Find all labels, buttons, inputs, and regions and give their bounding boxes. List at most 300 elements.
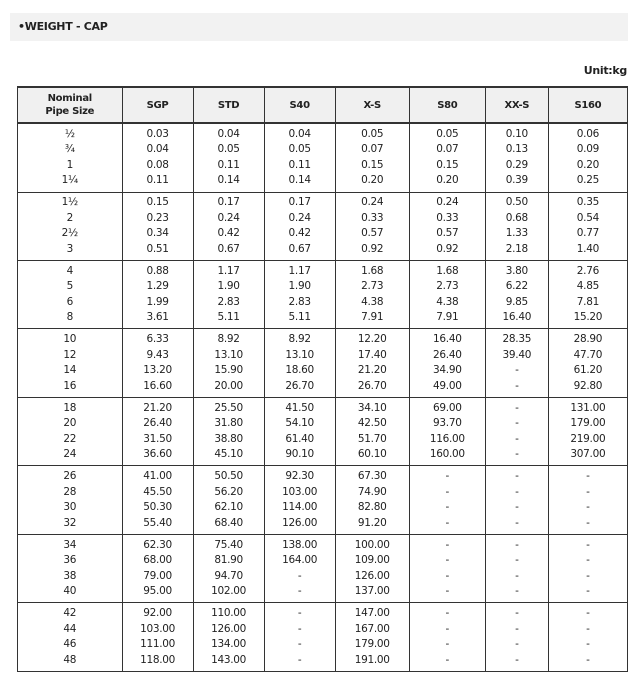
weight-value: 0.42 [217,227,240,240]
weight-value: 7.91 [436,311,459,324]
weight-cell-x-s [335,329,409,397]
weight-cell-s40 [264,192,335,260]
weight-value: 0.11 [288,158,311,171]
weight-value: - [515,585,519,598]
weight-value: 1.68 [361,264,384,277]
weight-value: 25.50 [214,401,243,414]
weight-value: - [586,485,590,498]
weight-value: 62.30 [143,538,172,551]
weight-cell-sgp [122,397,193,465]
weight-value: - [586,569,590,582]
pipe-size-cell [18,397,123,465]
pipe-size-cell [18,603,123,672]
weight-value: 67.30 [357,470,387,483]
weight-value: 0.54 [576,211,599,224]
weight-value: 74.90 [357,485,387,498]
pipe-size-value: 42 [63,607,77,620]
weight-value: 42.50 [357,417,387,430]
weight-cell-xx-s [485,260,548,328]
weight-value: 13.20 [143,364,172,377]
weight-cell-s160 [548,397,627,465]
weight-value: 0.04 [146,143,169,156]
weight-value: 0.11 [217,158,240,171]
pipe-size-value: 5 [66,280,73,293]
weight-value: 0.24 [217,211,240,224]
weight-value: - [445,569,450,582]
pipe-size-value: 26 [63,470,77,483]
weight-value: 0.92 [361,242,384,255]
weight-value: 109.00 [354,554,390,567]
weight-value: 82.80 [357,501,387,514]
weight-value: 17.40 [357,348,387,361]
weight-value: 114.00 [282,501,318,514]
pipe-size-value: 22 [63,432,77,445]
weight-value: 92.30 [285,470,314,483]
weight-value: - [445,585,450,598]
weight-value: 138.00 [282,538,318,551]
weight-value: - [445,516,450,529]
weight-value: 0.14 [217,174,240,187]
weight-cell-std [193,397,264,465]
weight-cell-s160 [548,534,627,602]
weight-value: 0.04 [288,127,311,140]
weight-value: - [445,622,450,635]
weight-value: 0.29 [505,158,528,171]
weight-value: 219.00 [570,432,606,445]
weight-cell-s40 [264,260,335,328]
weight-value: 100.00 [354,538,390,551]
weight-value: 118.00 [140,653,176,666]
weight-value: 2.73 [436,280,459,293]
pipe-size-value: 3 [66,242,73,255]
weight-value: - [586,653,590,666]
weight-value: 56.20 [214,485,243,498]
weight-value: 147.00 [354,607,390,620]
weight-value: 0.09 [576,143,599,156]
pipe-size-value: 6 [66,295,73,308]
weight-value: 2.76 [576,264,599,277]
weight-value: 61.20 [573,364,603,377]
pipe-size-value: 30 [63,501,77,514]
pipe-size-value: 16 [63,379,77,392]
weight-value: 0.11 [146,174,169,187]
pipe-size-value: 36 [63,554,77,567]
pipe-size-value: 48 [63,653,77,666]
weight-value: 34.10 [357,401,387,414]
pipe-size-value: 12 [63,348,77,361]
weight-cell-s80 [409,329,485,397]
pipe-size-value: 32 [63,516,77,529]
weight-value: - [445,470,450,483]
weight-cell-s80 [409,397,485,465]
weight-value: - [515,569,519,582]
header-s40: S40 [264,87,335,123]
weight-value: 12.20 [357,333,387,346]
weight-value: 39.40 [502,348,532,361]
weight-value: 41.00 [143,470,172,483]
weight-cell-s40 [264,123,335,192]
weight-value: 126.00 [211,622,247,635]
weight-cell-std [193,260,264,328]
weight-cell-x-s [335,534,409,602]
weight-value: 0.17 [217,196,240,209]
weight-value: 3.61 [146,311,169,324]
weight-value: 0.24 [436,196,459,209]
weight-cell-xx-s [485,192,548,260]
weight-value: 15.90 [214,364,243,377]
weight-value: 15.20 [573,311,603,324]
weight-value: 0.03 [146,127,169,140]
weight-value: 7.81 [576,295,599,308]
unit-label: Unit:kg [583,64,627,77]
pipe-size-cell [18,260,123,328]
weight-value: 0.17 [288,196,311,209]
weight-cell-s160 [548,192,627,260]
weight-value: 116.00 [429,432,465,445]
weight-value: 2.18 [505,242,528,255]
weight-value: 0.67 [288,242,311,255]
weight-value: - [445,554,450,567]
weight-value: 41.50 [285,401,314,414]
weight-value: 0.39 [505,174,528,187]
weight-value: 2.73 [361,280,384,293]
weight-value: - [515,417,519,430]
weight-value: 0.88 [146,264,169,277]
weight-value: 0.05 [288,143,311,156]
weight-value: 75.40 [214,538,243,551]
weight-cell-xx-s [485,397,548,465]
pipe-size-value: ¾ [64,143,75,156]
weight-value: - [445,638,450,651]
weight-value: 92.00 [143,607,172,620]
pipe-size-cell [18,329,123,397]
weight-value: 0.92 [436,242,459,255]
weight-value: 111.00 [140,638,176,651]
weight-value: 16.60 [143,379,172,392]
weight-value: 0.07 [436,143,459,156]
weight-value: - [445,607,450,620]
weight-value: - [297,585,302,598]
weight-value: - [297,622,302,635]
weight-value: 5.11 [288,311,311,324]
weight-value: - [586,607,590,620]
header-s160: S160 [548,87,627,123]
weight-value: 1.90 [288,280,311,293]
weight-value: 8.92 [217,333,240,346]
weight-cell-std [193,534,264,602]
weight-value: - [515,401,519,414]
weight-value: 1.29 [146,280,169,293]
pipe-size-value: 24 [63,448,77,461]
weight-value: - [515,554,519,567]
weight-cell-std [193,329,264,397]
table-row [18,534,628,602]
weight-value: 0.67 [217,242,240,255]
weight-value: 0.68 [505,211,528,224]
weight-value: - [515,379,519,392]
pipe-size-value: 4 [66,264,73,277]
weight-value: 2.83 [288,295,311,308]
weight-value: 0.50 [505,196,528,209]
weight-value: 45.50 [143,485,172,498]
weight-value: 4.38 [361,295,384,308]
pipe-size-value: 1 [66,158,73,171]
weight-cell-x-s [335,397,409,465]
header-x-s: X-S [335,87,409,123]
weight-value: 16.40 [433,333,462,346]
weight-value: 3.80 [505,264,528,277]
weight-value: - [515,432,519,445]
weight-cell-s80 [409,466,485,534]
weight-value: 1.68 [436,264,459,277]
pipe-size-cell [18,534,123,602]
weight-value: 55.40 [143,516,172,529]
weight-value: 50.50 [214,470,243,483]
pipe-size-cell [18,123,123,192]
weight-value: 0.33 [361,211,384,224]
table-row [18,397,628,465]
weight-value: 0.08 [146,158,169,171]
weight-value: - [515,364,519,377]
weight-value: - [586,516,590,529]
weight-value: 0.20 [576,158,599,171]
weight-cell-s160 [548,260,627,328]
weight-value: 179.00 [354,638,390,651]
weight-value: 31.50 [143,432,172,445]
weight-value: 126.00 [282,516,318,529]
pipe-size-value: 2 [66,211,73,224]
weight-cell-xx-s [485,603,548,672]
weight-value: 51.70 [357,432,387,445]
page-title: •WEIGHT - CAP [10,13,628,41]
weight-value: 126.00 [354,569,390,582]
weight-value: - [445,538,450,551]
weight-value: - [586,585,590,598]
weight-value: - [586,538,590,551]
weight-value: 1.40 [576,242,599,255]
weight-value: 0.42 [288,227,311,240]
weight-value: 167.00 [354,622,390,635]
weight-value: 4.38 [436,295,459,308]
weight-value: 0.51 [146,242,169,255]
weight-cell-s40 [264,397,335,465]
weight-value: - [515,638,519,651]
weight-value: 0.15 [361,158,384,171]
pipe-size-cell [18,466,123,534]
weight-cell-x-s [335,603,409,672]
weight-cell-sgp [122,603,193,672]
header-nominal: Nominal [47,93,92,104]
weight-value: - [445,501,450,514]
header-std: STD [193,87,264,123]
weight-value: - [445,653,450,666]
pipe-size-value: 2½ [61,227,78,240]
weight-value: - [586,501,590,514]
weight-value: 0.14 [288,174,311,187]
weight-value: - [586,554,590,567]
weight-value: 79.00 [143,569,172,582]
weight-value: 0.33 [436,211,459,224]
weight-value: 0.77 [576,227,599,240]
weight-cell-s40 [264,466,335,534]
weight-cell-xx-s [485,329,548,397]
weight-value: 0.25 [576,174,599,187]
weight-cell-s160 [548,329,627,397]
header-row [18,87,628,123]
table-row [18,192,628,260]
weight-value: 1.17 [217,264,240,277]
pipe-size-value: 28 [63,485,77,498]
weight-value: 191.00 [354,653,390,666]
weight-value: 1.99 [146,295,169,308]
weight-value: 90.10 [285,448,314,461]
weight-value: 0.05 [217,143,240,156]
header-xx-s: XX-S [485,87,548,123]
weight-cell-sgp [122,534,193,602]
header-sgp: SGP [122,87,193,123]
weight-value: 91.20 [357,516,387,529]
weight-value: - [297,638,302,651]
weight-value: 0.23 [146,211,169,224]
table-row [18,260,628,328]
weight-value: 31.80 [214,417,243,430]
weight-value: 0.57 [436,227,459,240]
weight-value: - [515,485,519,498]
weight-value: 1.17 [288,264,311,277]
weight-value: 26.40 [143,417,172,430]
weight-value: 45.10 [214,448,243,461]
weight-value: - [586,622,590,635]
weight-cell-x-s [335,260,409,328]
weight-value: 0.20 [436,174,459,187]
weight-cell-s80 [409,534,485,602]
weight-value: 0.20 [361,174,384,187]
weight-cell-xx-s [485,534,548,602]
weight-value: 69.00 [433,401,462,414]
weight-value: 0.13 [505,143,528,156]
weight-cell-sgp [122,192,193,260]
weight-value: - [515,622,519,635]
weight-value: 62.10 [214,501,243,514]
weight-cell-s160 [548,603,627,672]
weight-cell-sgp [122,260,193,328]
weight-value: 94.70 [214,569,243,582]
weight-value: 0.05 [436,127,459,140]
weight-cell-x-s [335,192,409,260]
weight-value: 54.10 [285,417,314,430]
weight-cell-s80 [409,603,485,672]
weight-cell-std [193,192,264,260]
weight-value: 18.60 [285,364,314,377]
weight-cell-sgp [122,466,193,534]
weight-value: 2.83 [217,295,240,308]
weight-value: - [515,607,519,620]
weight-value: 0.24 [361,196,384,209]
weight-cell-x-s [335,466,409,534]
weight-value: 34.90 [433,364,462,377]
weight-value: 68.00 [143,554,172,567]
weight-value: 38.80 [214,432,243,445]
weight-value: 0.15 [146,196,169,209]
table-row [18,123,628,192]
weight-value: 0.06 [576,127,599,140]
weight-value: 21.20 [357,364,387,377]
pipe-size-value: 14 [63,364,77,377]
weight-cell-s40 [264,603,335,672]
weight-value: 160.00 [429,448,465,461]
pipe-size-value: 20 [63,417,77,430]
weight-value: 28.90 [573,333,603,346]
weight-value: 134.00 [211,638,247,651]
weight-value: 93.70 [433,417,462,430]
weight-value: 1.33 [505,227,528,240]
table-row [18,466,628,534]
weight-value: - [586,470,590,483]
pipe-size-value: 1½ [61,196,78,209]
weight-value: 4.85 [576,280,599,293]
weight-cell-std [193,466,264,534]
weight-value: 0.34 [146,227,169,240]
weight-cell-s40 [264,329,335,397]
pipe-size-value: 44 [63,622,77,635]
pipe-size-value: 10 [63,333,77,346]
weight-value: 13.10 [285,348,314,361]
weight-cell-s40 [264,534,335,602]
weight-value: 61.40 [285,432,314,445]
weight-value: 26.70 [285,379,314,392]
weight-value: - [297,569,302,582]
weight-value: 95.00 [143,585,172,598]
weight-value: - [515,516,519,529]
weight-value: 7.91 [361,311,384,324]
weight-cell-std [193,123,264,192]
header-s80: S80 [409,87,485,123]
weight-value: 50.30 [143,501,172,514]
pipe-size-value: 34 [63,538,77,551]
weight-value: 81.90 [214,554,243,567]
weight-value: 6.33 [146,333,169,346]
weight-value: 92.80 [573,379,603,392]
weight-value: 179.00 [570,417,606,430]
weight-value: 0.35 [576,196,599,209]
weight-value: 110.00 [211,607,247,620]
weight-value: 103.00 [140,622,176,635]
header-nominal-pipe-size [18,87,123,123]
weight-value: 0.05 [361,127,384,140]
weight-value: - [515,501,519,514]
table-row [18,603,628,672]
weight-value: 6.22 [505,280,528,293]
pipe-size-value: 38 [63,569,77,582]
weight-value: 0.10 [505,127,528,140]
weight-value: 21.20 [143,401,172,414]
weight-value: 16.40 [502,311,532,324]
weight-cell-std [193,603,264,672]
pipe-size-value: 40 [63,585,77,598]
table-row [18,329,628,397]
weight-value: 68.40 [214,516,243,529]
weight-value: - [515,470,519,483]
weight-cell-s160 [548,123,627,192]
weight-cell-sgp [122,123,193,192]
weight-value: 102.00 [211,585,247,598]
weight-cell-sgp [122,329,193,397]
weight-value: 20.00 [214,379,243,392]
weight-value: 9.85 [505,295,528,308]
weight-value: 9.43 [146,348,169,361]
weight-value: 0.57 [361,227,384,240]
weight-cap-table [17,86,628,672]
